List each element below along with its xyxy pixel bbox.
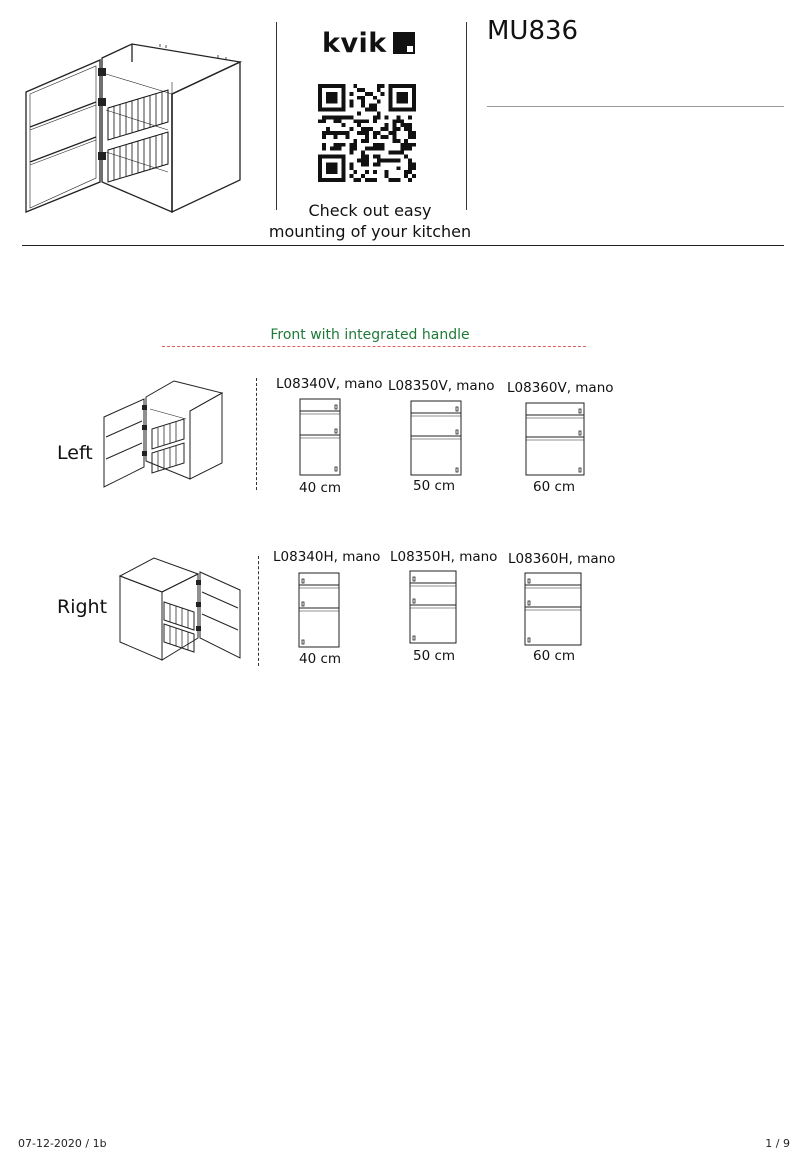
front-drawing — [299, 397, 341, 477]
front-drawing — [410, 399, 462, 477]
brand-name: kvik — [322, 28, 387, 59]
width-label: 60 cm — [533, 648, 576, 664]
qr-caption — [262, 200, 478, 242]
model-code: L08340H, mano — [273, 549, 381, 565]
section-title-dashed-rule — [162, 346, 586, 347]
side-label-left: Left — [57, 442, 93, 464]
header-divider-right — [466, 22, 467, 210]
model-code: L08350H, mano — [390, 549, 498, 565]
doc-id-underline — [487, 106, 784, 107]
model-code: L08350V, mano — [388, 378, 495, 394]
qr-caption-line2: mounting of your kitchen — [268, 222, 472, 241]
side-label-right: Right — [57, 596, 108, 618]
front-drawing — [298, 571, 340, 649]
brand-square-icon — [393, 32, 415, 54]
footer-date: 07-12-2020 / 1b — [18, 1137, 107, 1150]
header-rule — [22, 245, 784, 246]
front-drawing — [525, 401, 585, 477]
cabinet-illustration-main — [22, 22, 244, 217]
width-label: 60 cm — [533, 479, 576, 495]
width-label: 50 cm — [413, 648, 456, 664]
width-label: 40 cm — [299, 480, 342, 496]
row-divider-left — [256, 378, 257, 490]
header-divider-left — [276, 22, 277, 210]
model-code: L08360V, mano — [507, 380, 614, 396]
qr-caption-line1: Check out easy — [308, 201, 432, 220]
row-divider-right — [258, 556, 259, 666]
model-code: L08360H, mano — [508, 551, 616, 567]
width-label: 50 cm — [413, 478, 456, 494]
document-id: MU836 — [487, 16, 579, 46]
footer-page-number: 1 / 9 — [765, 1137, 790, 1150]
qr-code[interactable] — [318, 84, 416, 182]
cabinet-illustration-left — [102, 375, 226, 489]
model-code: L08340V, mano — [276, 376, 383, 392]
brand-logo — [320, 28, 430, 62]
width-label: 40 cm — [299, 651, 342, 667]
front-drawing — [524, 571, 582, 647]
front-drawing — [409, 569, 457, 645]
cabinet-illustration-right — [118, 552, 242, 662]
section-title: Front with integrated handle — [270, 327, 470, 343]
